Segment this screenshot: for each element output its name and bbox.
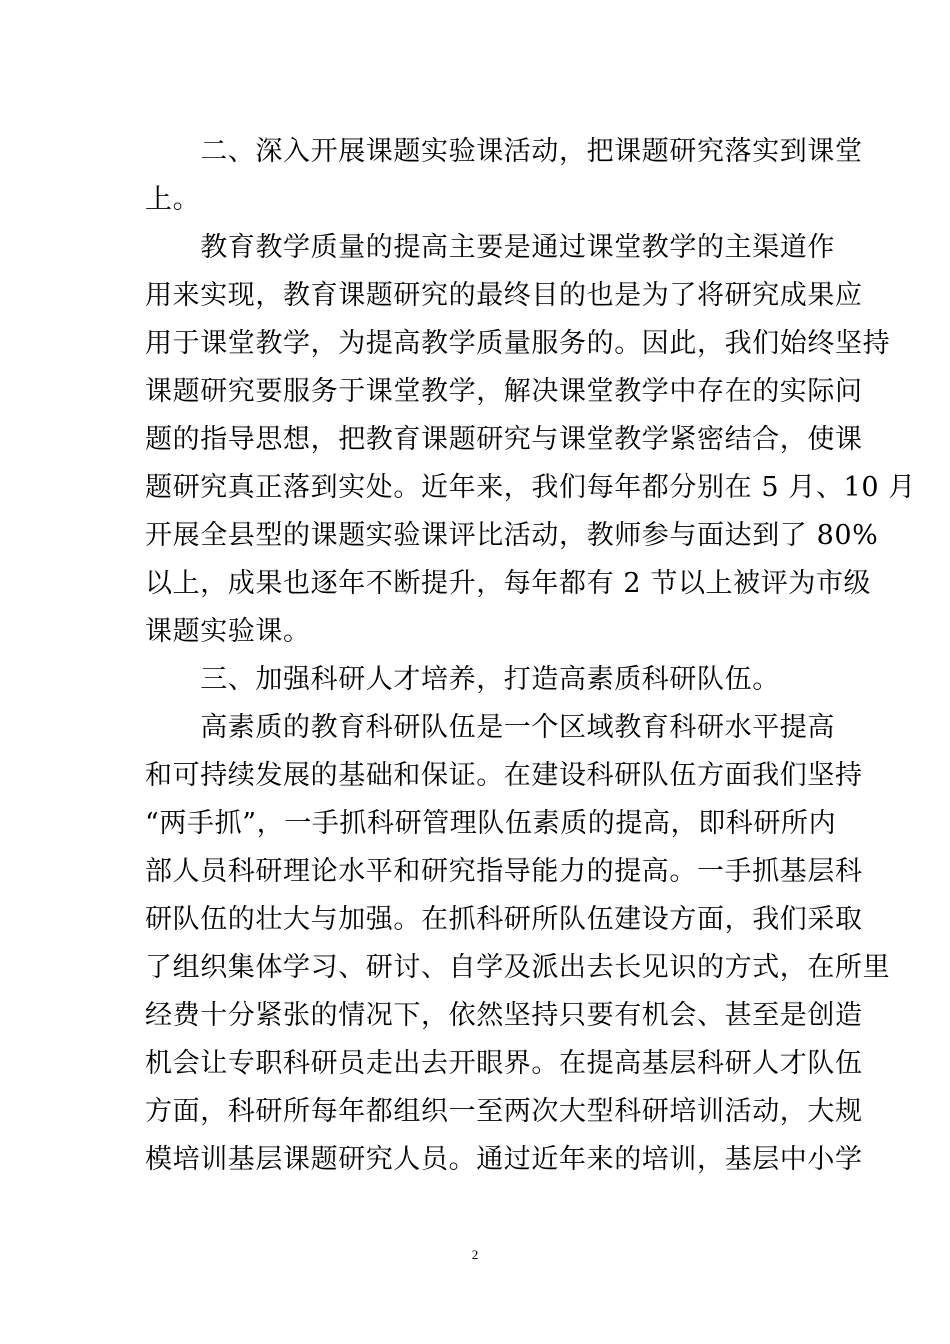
text-line: 模培训基层课题研究人员。通过近年来的培训，基层中小学 [145,1144,863,1175]
text-line: 教育教学质量的提高主要是通过课堂教学的主渠道作 [145,232,835,263]
text-line: 经费十分紧张的情况下，依然坚持只要有机会、甚至是创造 [145,1000,863,1031]
text-line: 机会让专职科研员走出去开眼界。在提高基层科研人才队伍 [145,1048,863,1079]
text-line: 方面，科研所每年都组织一至两次大型科研培训活动，大规 [145,1096,863,1127]
text-line: 用于课堂教学，为提高教学质量服务的。因此，我们始终坚持 [145,328,891,359]
text-line: 了组织集体学习、研讨、自学及派出去长见识的方式，在所里 [145,952,891,983]
text-line: 题研究真正落到实处。近年来，我们每年都分别在 5 月、10 月 [145,472,916,503]
text-line: 二、深入开展课题实验课活动，把课题研究落实到课堂 [145,136,863,167]
text-line: 题的指导思想，把教育课题研究与课堂教学紧密结合，使课 [145,424,863,455]
text-line: 高素质的教育科研队伍是一个区域教育科研水平提高 [145,712,835,743]
text-line: 研队伍的壮大与加强。在抓科研所队伍建设方面，我们采取 [145,904,863,935]
text-line: 开展全县型的课题实验课评比活动，教师参与面达到了 80% [145,520,879,551]
text-line: 部人员科研理论水平和研究指导能力的提高。一手抓基层科 [145,856,863,887]
text-line: 以上，成果也逐年不断提升，每年都有 2 节以上被评为市级 [145,568,872,599]
text-line: 课题研究要服务于课堂教学，解决课堂教学中存在的实际问 [145,376,863,407]
section-heading: 三、加强科研人才培养，打造高素质科研队伍。 [145,664,780,695]
text-line: “两手抓”，一手抓科研管理队伍素质的提高，即科研所内 [145,808,837,839]
text-line: 上。 [145,184,201,215]
text-line: 和可持续发展的基础和保证。在建设科研队伍方面我们坚持 [145,760,863,791]
text-line: 用来实现，教育课题研究的最终目的也是为了将研究成果应 [145,280,863,311]
page-number: 2 [471,1247,479,1262]
text-line: 课题实验课。 [145,616,311,647]
